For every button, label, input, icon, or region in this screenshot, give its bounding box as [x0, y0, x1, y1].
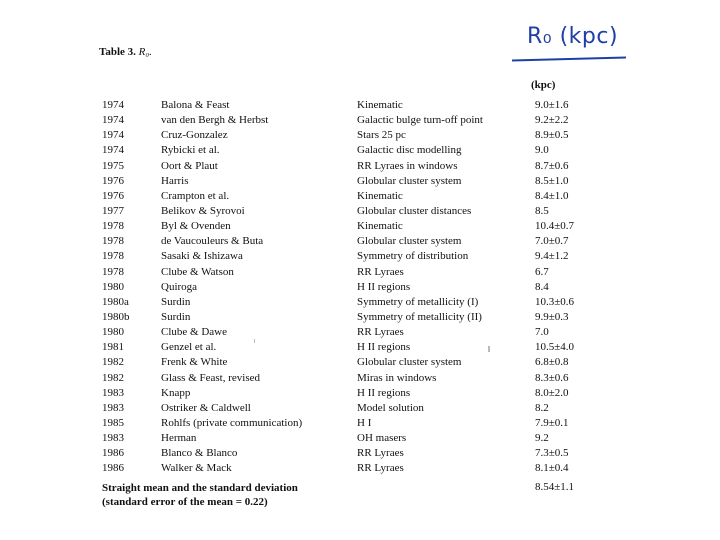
table-row — [0, 204, 720, 219]
row-year: 1978 — [102, 250, 124, 263]
row-year: 1982 — [102, 371, 124, 384]
footer-value: 8.54±1.1 — [535, 481, 575, 493]
row-year: 1976 — [102, 189, 124, 202]
table-row — [0, 325, 720, 340]
table-row — [0, 159, 720, 174]
row-value: 10.4±0.7 — [535, 220, 575, 233]
table-title — [99, 46, 152, 58]
row-value: 7.0 — [535, 326, 549, 339]
row-author: Walker & Mack — [161, 462, 232, 475]
row-value: 8.0±2.0 — [535, 386, 569, 399]
table-row — [0, 431, 720, 446]
row-year: 1980a — [102, 295, 129, 308]
row-year: 1983 — [102, 386, 124, 399]
row-method: H II regions — [357, 386, 411, 399]
row-value: 9.2±2.2 — [535, 114, 569, 127]
row-method: H I — [357, 416, 372, 429]
table-row — [0, 371, 720, 386]
row-method: Galactic disc modelling — [357, 144, 462, 157]
row-value: 7.9±0.1 — [535, 416, 569, 429]
table-title-prefix: Table 3. — [99, 46, 136, 58]
row-author: Cruz-Gonzalez — [161, 129, 228, 142]
row-author: Knapp — [161, 386, 191, 399]
table-footer — [102, 481, 298, 509]
row-year: 1983 — [102, 432, 124, 445]
row-author: Clube & Dawe — [161, 326, 227, 339]
table-title-symbol: R₀. — [138, 46, 152, 58]
row-year: 1974 — [102, 129, 124, 142]
row-method: Symmetry of metallicity (I) — [357, 295, 479, 308]
row-year: 1980 — [102, 326, 124, 339]
row-value: 9.0 — [535, 144, 549, 157]
table-row — [0, 416, 720, 431]
row-author: Surdin — [161, 310, 191, 323]
row-value: 7.0±0.7 — [535, 235, 569, 248]
row-value: 6.7 — [535, 265, 549, 278]
row-method: Globular cluster system — [357, 235, 462, 248]
row-author: Oort & Plaut — [161, 159, 218, 172]
table-row — [0, 219, 720, 234]
row-year: 1975 — [102, 159, 124, 172]
row-value: 8.1±0.4 — [535, 462, 569, 475]
row-author: Ostriker & Caldwell — [161, 401, 251, 414]
row-value: 6.8±0.8 — [535, 356, 569, 369]
row-year: 1986 — [102, 462, 124, 475]
row-method: Globular cluster distances — [357, 204, 472, 217]
footer-line-1: Straight mean and the standard deviation — [102, 482, 298, 494]
data-table — [0, 98, 720, 477]
row-value: 8.4 — [535, 280, 549, 293]
table-row — [0, 401, 720, 416]
row-value: 7.3±0.5 — [535, 447, 569, 460]
row-year: 1986 — [102, 447, 124, 460]
row-author: Balona & Feast — [161, 99, 230, 111]
row-author: Harris — [161, 174, 189, 187]
unit-header: (kpc) — [531, 79, 556, 91]
row-year: 1978 — [102, 265, 124, 278]
row-year: 1974 — [102, 99, 124, 111]
row-value: 8.4±1.0 — [535, 189, 569, 202]
row-year: 1974 — [102, 114, 124, 127]
row-method: Model solution — [357, 401, 424, 414]
row-value: 8.7±0.6 — [535, 159, 569, 172]
row-method: Miras in windows — [357, 371, 437, 384]
table-row — [0, 310, 720, 325]
row-year: 1978 — [102, 220, 124, 233]
row-method: Symmetry of distribution — [357, 250, 469, 263]
row-author: Byl & Ovenden — [161, 220, 231, 233]
row-value: 9.2 — [535, 432, 549, 445]
row-author: Blanco & Blanco — [161, 447, 238, 460]
row-year: 1982 — [102, 356, 124, 369]
table-row — [0, 386, 720, 401]
row-year: 1981 — [102, 341, 124, 354]
row-author: van den Bergh & Herbst — [161, 114, 269, 127]
row-author: Crampton et al. — [161, 189, 230, 202]
table-row — [0, 98, 720, 113]
row-method: RR Lyraes — [357, 462, 404, 475]
table-row — [0, 189, 720, 204]
table-row — [0, 174, 720, 189]
row-year: 1983 — [102, 401, 124, 414]
row-year: 1985 — [102, 416, 124, 429]
table-row — [0, 446, 720, 461]
row-method: Globular cluster system — [357, 356, 462, 369]
handwritten-underline — [512, 57, 626, 62]
row-value: 8.9±0.5 — [535, 129, 569, 142]
handwritten-note: R₀ (kpc) — [527, 24, 619, 49]
row-value: 10.3±0.6 — [535, 295, 575, 308]
row-author: Quiroga — [161, 280, 198, 293]
row-method: RR Lyraes — [357, 326, 404, 339]
row-author: Herman — [161, 432, 197, 445]
row-author: Surdin — [161, 295, 191, 308]
row-method: Symmetry of metallicity (II) — [357, 310, 482, 323]
row-year: 1978 — [102, 235, 124, 248]
row-value: 8.5 — [535, 204, 549, 217]
table-row — [0, 249, 720, 264]
scan-speck — [254, 339, 255, 343]
table-row — [0, 128, 720, 143]
row-method: H II regions — [357, 341, 411, 354]
row-year: 1974 — [102, 144, 124, 157]
row-method: Globular cluster system — [357, 174, 462, 187]
row-method: Kinematic — [357, 220, 403, 233]
row-author: Frenk & White — [161, 356, 228, 369]
table-row — [0, 113, 720, 128]
row-author: Rybicki et al. — [161, 144, 220, 157]
table-row — [0, 143, 720, 158]
row-author: Glass & Feast, revised — [161, 371, 260, 384]
row-year: 1980 — [102, 280, 124, 293]
row-value: 8.3±0.6 — [535, 371, 569, 384]
row-author: Genzel et al. — [161, 341, 217, 354]
row-method: Kinematic — [357, 99, 403, 111]
row-value: 9.4±1.2 — [535, 250, 569, 263]
row-method: RR Lyraes in windows — [357, 159, 458, 172]
table-row — [0, 340, 720, 355]
table-row — [0, 461, 720, 476]
row-year: 1976 — [102, 174, 124, 187]
table-row — [0, 234, 720, 249]
row-author: Clube & Watson — [161, 265, 234, 278]
scan-speck — [488, 346, 490, 352]
row-year: 1977 — [102, 204, 124, 217]
row-value: 9.0±1.6 — [535, 99, 569, 111]
table-row — [0, 295, 720, 310]
footer-line-2: (standard error of the mean = 0.22) — [102, 496, 268, 508]
row-method: RR Lyraes — [357, 447, 404, 460]
row-value: 8.2 — [535, 401, 549, 414]
row-author: de Vaucouleurs & Buta — [161, 235, 264, 248]
row-value: 9.9±0.3 — [535, 310, 569, 323]
row-author: Sasaki & Ishizawa — [161, 250, 243, 263]
row-author: Belikov & Syrovoi — [161, 204, 245, 217]
row-value: 8.5±1.0 — [535, 174, 569, 187]
table-row — [0, 355, 720, 370]
row-value: 10.5±4.0 — [535, 341, 575, 354]
row-method: H II regions — [357, 280, 411, 293]
row-method: OH masers — [357, 432, 407, 445]
row-year: 1980b — [102, 310, 130, 323]
table-row — [0, 265, 720, 280]
row-method: Kinematic — [357, 189, 403, 202]
table-row — [0, 280, 720, 295]
row-author: Rohlfs (private communication) — [161, 416, 303, 429]
row-method: Galactic bulge turn-off point — [357, 114, 483, 127]
row-method: RR Lyraes — [357, 265, 404, 278]
row-method: Stars 25 pc — [357, 129, 406, 142]
